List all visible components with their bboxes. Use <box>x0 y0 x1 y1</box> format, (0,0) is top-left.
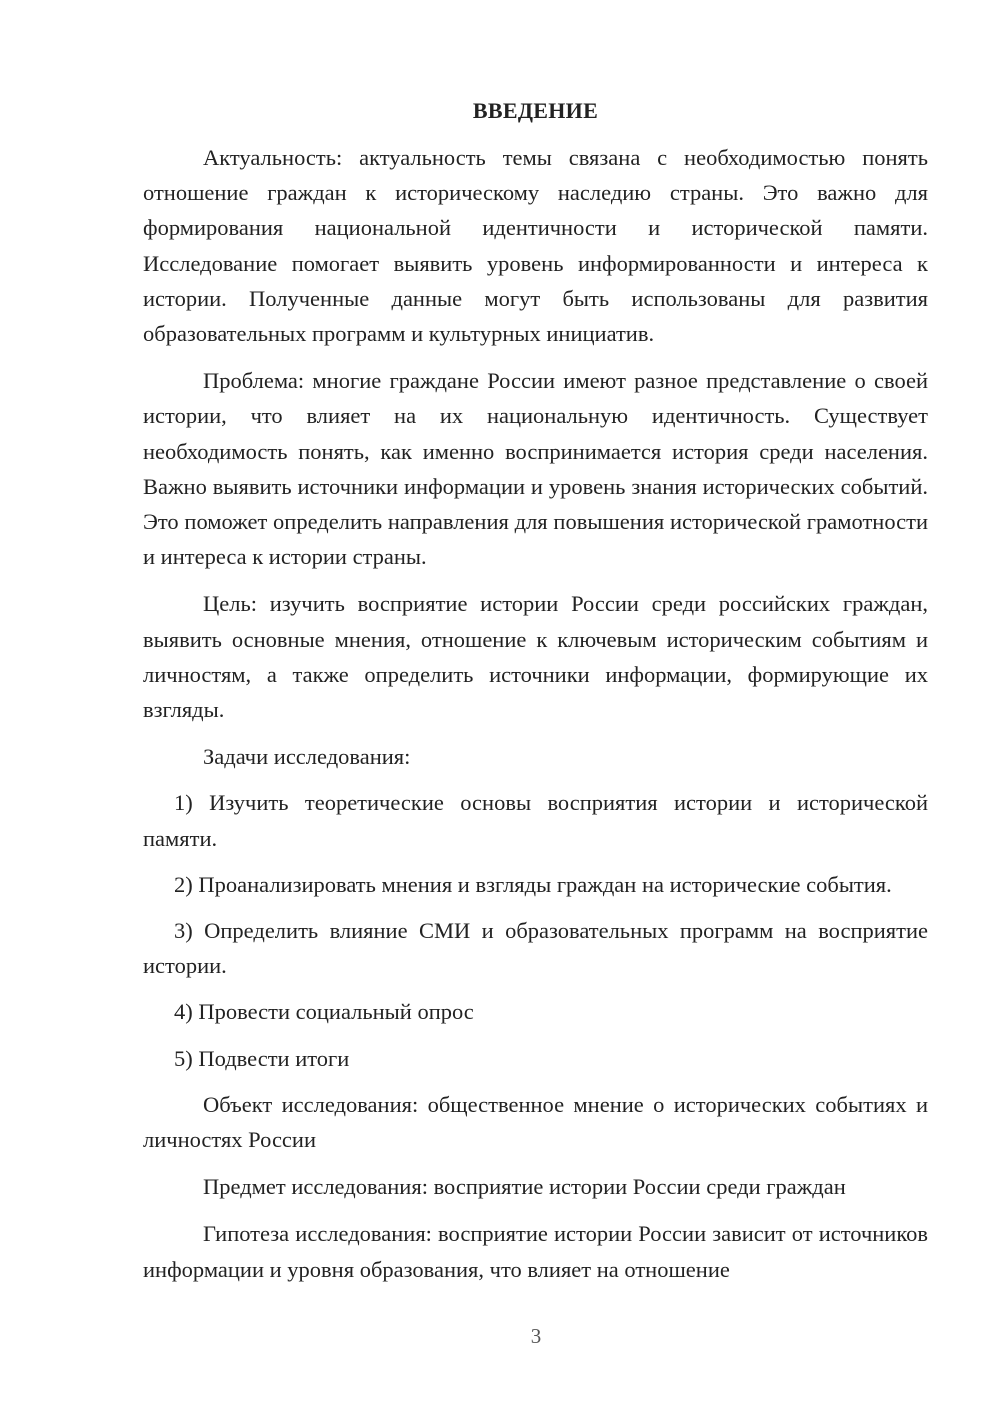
object-paragraph: Объект исследования: общественное мнение о исторических событиях и личностях России <box>143 1091 928 1153</box>
goal-paragraph: Цель: изучить восприятие истории России среди российских граждан, выявить основные мнения, отношение к ключевым историческим событиям и личностям, а также определить источники информации, формирующие их взгляды. <box>143 591 928 723</box>
relevance-paragraph: Актуальность: актуальность темы связана с необходимостью понять отношение граждан к историческому наследию страны. Это важно для формирования национальной идентичности и исторической памяти. Исследование помогает выявить уровень информированности и интереса к истории. Полученные данные могут быть использованы для развития образовательных программ и культурных инициатив. <box>143 145 928 347</box>
problem-paragraph: Проблема: многие граждане России имеют разное представление о своей истории, что влияет на их национальную идентичность. Существует необходимость понять, как именно воспринимается история среди населения. Важно выявить источники информации и уровень знания исторических событий. Это поможет определить направления для повышения исторической грамотности и интереса к истории страны. <box>143 368 928 570</box>
page-number: 3 <box>530 1324 542 1348</box>
task-item: 3) Определить влияние СМИ и образовательных программ на восприятие истории. <box>143 918 928 979</box>
task-item: 1) Изучить теоретические основы восприятия истории и исторической памяти. <box>143 790 928 851</box>
subject-paragraph: Предмет исследования: восприятие истории России среди граждан <box>203 1174 846 1200</box>
task-item: 5) Подвести итоги <box>174 1045 350 1071</box>
hypothesis-paragraph: Гипотеза исследования: восприятие истории России зависит от источников информации и уровня образования, что влияет на отношение <box>143 1221 928 1282</box>
task-item: 4) Провести социальный опрос <box>174 999 474 1025</box>
section-heading: ВВЕДЕНИЕ <box>472 98 599 123</box>
task-item: 2) Проанализировать мнения и взгляды граждан на исторические события. <box>174 871 892 897</box>
tasks-title: Задачи исследования: <box>203 744 411 770</box>
document-page <box>143 93 928 1299</box>
